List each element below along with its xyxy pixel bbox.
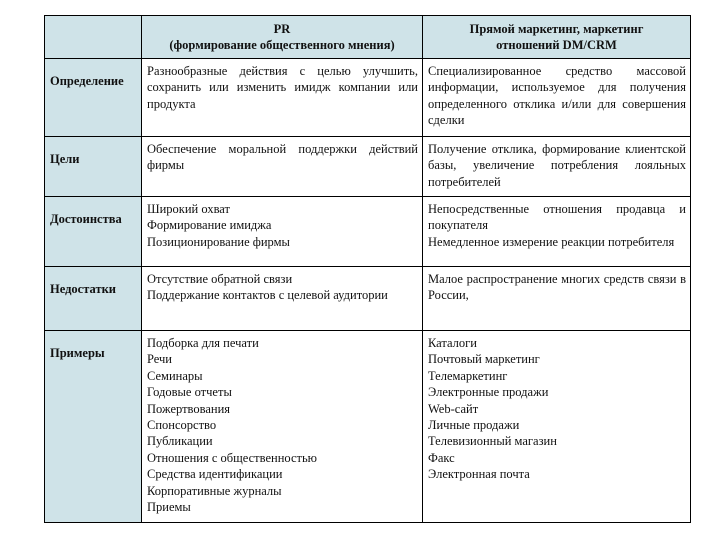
list-item: Непосредственные отношения продавца и покупателя — [428, 202, 686, 233]
row-label-goals: Цели — [45, 137, 142, 197]
header-pr — [142, 16, 423, 59]
definition-dm: Специализированное средство массовой информации, используемое для получения определенного отклика и/или для совершения сделки — [423, 59, 691, 137]
list-item: Корпоративные журналы — [147, 483, 282, 498]
list-item: Электронные продажи — [428, 385, 549, 400]
goals-pr: Обеспечение моральной поддержки действий фирмы — [142, 137, 423, 197]
table-header-row — [45, 16, 691, 59]
list-item: Широкий охват — [147, 202, 230, 216]
table-row-goals — [45, 137, 691, 197]
list-item: Немедленное измерение реакции потребителя — [428, 234, 675, 249]
goals-dm: Получение отклика, формирование клиентской базы, увеличение потребления лояльных потребителей — [423, 137, 691, 197]
list-item: Приемы — [147, 500, 191, 515]
definition-pr: Разнообразные действия с целью улучшить, сохранить или изменить имидж компании или продукта — [142, 59, 423, 137]
list-item: Электронная почта — [428, 467, 530, 482]
row-label-advantages: Достоинства — [45, 197, 142, 267]
list-item: Годовые отчеты — [147, 385, 232, 400]
row-label-examples: Примеры — [45, 331, 142, 523]
table-row-examples — [45, 331, 691, 523]
header-pr-line2: (формирование общественного мнения) — [169, 38, 395, 52]
disadvantages-dm: Малое распространение многих средств связи в России, — [423, 267, 691, 331]
list-item: Пожертвования — [147, 401, 231, 416]
list-item: Почтовый маркетинг — [428, 352, 540, 367]
list-item: Подборка для печати — [147, 336, 259, 350]
table-row-disadvantages — [45, 267, 691, 331]
header-dm-line2: отношений DM/CRM — [496, 38, 617, 52]
advantages-dm — [423, 197, 691, 267]
list-item: Каталоги — [428, 336, 477, 350]
list-item: Семинары — [147, 368, 203, 383]
advantages-pr — [142, 197, 423, 267]
list-item: Телевизионный магазин — [428, 434, 557, 449]
list-item: Web-сайт — [428, 401, 479, 416]
list-item: Поддержание контактов с целевой аудитории — [147, 288, 388, 303]
list-item: Формирование имиджа — [147, 218, 272, 233]
header-dm — [423, 16, 691, 59]
list-item: Отношения с общественностью — [147, 450, 318, 465]
header-pr-line1: PR — [273, 21, 291, 36]
table-row-advantages — [45, 197, 691, 267]
list-item: Публикации — [147, 434, 213, 449]
header-corner-cell — [45, 16, 142, 59]
list-item: Отсутствие обратной связи — [147, 272, 293, 286]
list-item: Личные продажи — [428, 418, 520, 433]
list-item: Спонсорство — [147, 418, 217, 433]
list-item: Речи — [147, 352, 172, 367]
comparison-table — [44, 15, 691, 523]
examples-pr — [142, 331, 423, 523]
disadvantages-pr — [142, 267, 423, 331]
row-label-disadvantages: Недостатки — [45, 267, 142, 331]
list-item: Средства идентификации — [147, 467, 283, 482]
list-item: Позиционирование фирмы — [147, 234, 290, 249]
table-row-definition — [45, 59, 691, 137]
header-dm-line1: Прямой маркетинг, маркетинг — [469, 21, 644, 36]
list-item: Телемаркетинг — [428, 368, 508, 383]
examples-dm — [423, 331, 691, 523]
row-label-definition: Определение — [45, 59, 142, 137]
list-item: Факс — [428, 450, 455, 465]
